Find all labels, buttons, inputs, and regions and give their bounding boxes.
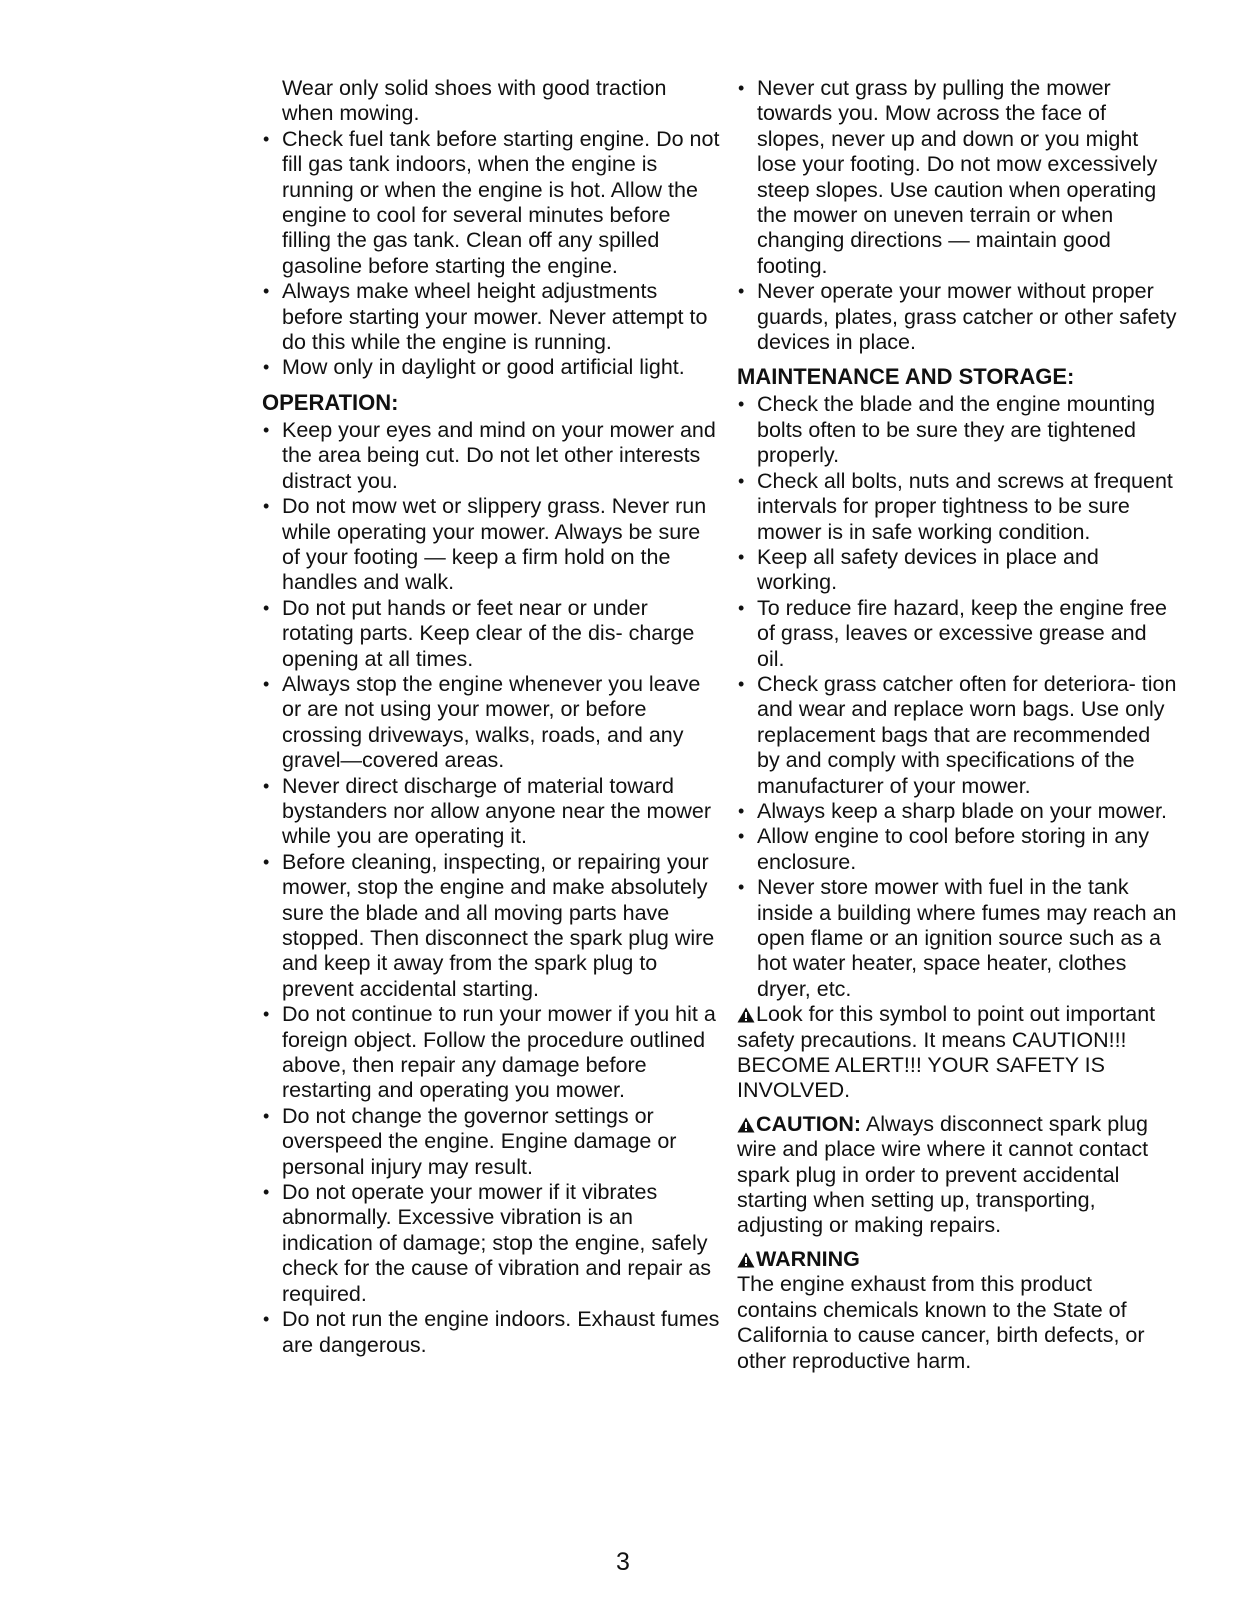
- list-item: • Never store mower with fuel in the tank inside a building where fumes may reach an open flame or an ignition source such as a hot water heater, space heater, clothes dryer, etc.: [737, 875, 1177, 1002]
- warning-triangle-icon: [737, 1007, 755, 1023]
- list-item: • Never operate your mower without proper guards, plates, grass catcher or other safety devices in place.: [737, 279, 1177, 355]
- left-column: [262, 76, 722, 1358]
- operation-list: [262, 418, 722, 1358]
- list-item: • Check all bolts, nuts and screws at frequent intervals for proper tightness to be sure mower is in safe working condition.: [737, 469, 1177, 545]
- list-item: • Do not change the governor settings or overspeed the engine. Engine damage or personal injury may result.: [262, 1104, 722, 1180]
- list-item: • Mow only in daylight or good artificial light.: [262, 355, 722, 380]
- list-item: • Keep your eyes and mind on your mower and the area being cut. Do not let other interests distract you.: [262, 418, 722, 494]
- warning-label: WARNING: [756, 1246, 860, 1271]
- list-item: • Never cut grass by pulling the mower towards you. Mow across the face of slopes, never up and down or you might lose your footing. Do not mow excessively steep slopes. Use caution when operating the mower on uneven terrain or when changing directions — maintain good footing.: [737, 76, 1177, 279]
- operation-heading: OPERATION:: [262, 389, 399, 415]
- warning-triangle-icon: [737, 1252, 755, 1268]
- list-item: • Keep all safety devices in place and working.: [737, 545, 1177, 596]
- continuation-text: Wear only solid shoes with good traction when mowing.: [282, 76, 667, 126]
- list-item: • Check grass catcher often for deteriora- tion and wear and replace worn bags. Use only replacement bags that are recommended by and comply with specifications of the manufacturer of your mower.: [737, 672, 1177, 799]
- safety-symbol-text: Look for this symbol to point out important safety precautions. It means CAUTION!!! BECOME ALERT!!! YOUR SAFETY IS INVOLVED.: [737, 1002, 1156, 1103]
- list-item: • Always make wheel height adjustments before starting your mower. Never attempt to do this while the engine is running.: [262, 279, 722, 355]
- list-item: • Check fuel tank before starting engine. Do not fill gas tank indoors, when the engine is running or when the engine is hot. Allow the engine to cool for several minutes before filling the gas tank. Clean off any spilled gasoline before starting the engine.: [262, 127, 722, 279]
- warning-heading: [737, 1247, 1177, 1272]
- maintenance-heading: MAINTENANCE AND STORAGE:: [737, 364, 1075, 390]
- caution-notice: [737, 1112, 1177, 1239]
- mowing-list: [737, 76, 1177, 355]
- list-item: • Do not run the engine indoors. Exhaust fumes are dangerous.: [262, 1307, 722, 1358]
- caution-text: Always disconnect spark plug wire and place wire where it cannot contact spark plug in order to prevent accidental starting when setting up, transporting, adjusting or making repairs.: [737, 1111, 1149, 1238]
- caution-label: CAUTION:: [756, 1111, 862, 1136]
- list-item: • Never direct discharge of material toward bystanders nor allow anyone near the mower while you are operating it.: [262, 774, 722, 850]
- intro-list: [262, 127, 722, 381]
- list-item: • To reduce fire hazard, keep the engine free of grass, leaves or excessive grease and oil.: [737, 596, 1177, 672]
- list-item: • Do not mow wet or slippery grass. Never run while operating your mower. Always be sure of your footing — keep a firm hold on the handles and walk.: [262, 494, 722, 596]
- maintenance-list: [737, 392, 1177, 1002]
- list-item: • Do not put hands or feet near or under rotating parts. Keep clear of the dis- charge opening at all times.: [262, 596, 722, 672]
- list-item: • Check the blade and the engine mounting bolts often to be sure they are tightened properly.: [737, 392, 1177, 468]
- list-item: • Always stop the engine whenever you leave or are not using your mower, or before crossing driveways, walks, roads, and any gravel—covered areas.: [262, 672, 722, 774]
- safety-symbol-note: [737, 1002, 1177, 1104]
- list-item: • Allow engine to cool before storing in any enclosure.: [737, 824, 1177, 875]
- list-item: • Do not continue to run your mower if you hit a foreign object. Follow the procedure outlined above, then repair any damage before restarting and operating you mower.: [262, 1002, 722, 1104]
- list-item: • Always keep a sharp blade on your mower.: [737, 799, 1177, 824]
- list-item: • Before cleaning, inspecting, or repairing your mower, stop the engine and make absolutely sure the blade and all moving parts have stopped. Then disconnect the spark plug wire and keep it away from the spark plug to prevent accidental starting.: [262, 850, 722, 1002]
- list-item: • Do not operate your mower if it vibrates abnormally. Excessive vibration is an indication of damage; stop the engine, safely check for the cause of vibration and repair as required.: [262, 1180, 722, 1307]
- page-number: 3: [616, 1548, 630, 1576]
- warning-triangle-icon: [737, 1117, 755, 1133]
- warning-text: The engine exhaust from this product contains chemicals known to the State of California to cause cancer, birth defects, or other reproductive harm.: [737, 1272, 1145, 1373]
- right-column: [737, 76, 1177, 1374]
